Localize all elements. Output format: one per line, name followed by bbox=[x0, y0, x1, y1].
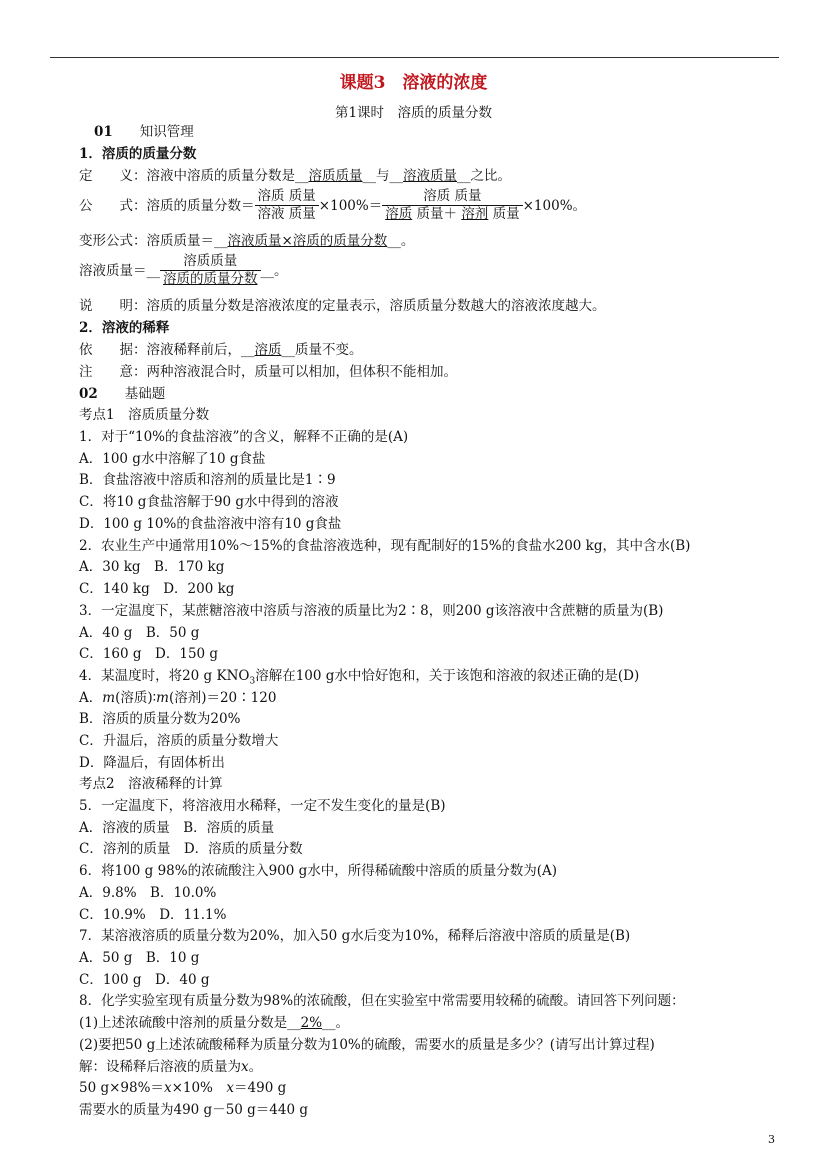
knowledge-point: 考点1 溶质质量分数 bbox=[79, 407, 210, 423]
option: A．100 g水中溶解了10 g食盐 bbox=[79, 451, 266, 467]
option: A．m(溶质)∶m(溶剂)＝20∶120 bbox=[79, 690, 277, 706]
page-subtitle: 第1课时 溶质的质量分数 bbox=[334, 105, 493, 121]
fraction: $\frac{\text{溶质质量}}{\text{溶质的质量分数}}$ bbox=[160, 253, 261, 288]
header-rule bbox=[50, 57, 779, 58]
option: C．将10 g食盐溶解于90 g水中得到的溶液 bbox=[79, 494, 339, 510]
option: A．50 g B．10 g bbox=[79, 950, 200, 966]
attention-line: 注 意：两种溶液混合时，质量可以相加，但体积不能相加。 bbox=[79, 364, 457, 380]
solution-step: 需要水的质量为490 g－50 g＝440 g bbox=[79, 1102, 309, 1118]
item-heading: 1．溶质的质量分数 bbox=[79, 146, 197, 162]
question: 1．对于“10%的食盐溶液”的含义，解释不正确的是(A) bbox=[79, 429, 409, 445]
solution-step: 解：设稀释后溶液的质量为x。 bbox=[79, 1059, 263, 1075]
option: A．30 kg B．170 kg bbox=[79, 559, 225, 575]
knowledge-point: 考点2 溶液稀释的计算 bbox=[79, 776, 223, 792]
sub-question: (1)上述浓硫酸中溶剂的质量分数是__2%__。 bbox=[79, 1015, 350, 1031]
section-number: 02 基础题 bbox=[79, 386, 166, 402]
question: 3．一定温度下，某蔗糖溶液中溶质与溶液的质量比为2∶8，则200 g该溶液中含蔗糖的质量为(B) bbox=[79, 603, 664, 619]
fraction: $\frac{\text{溶质 质量}}{\text{溶质 质量＋ 溶剂 质量}}$ bbox=[382, 188, 522, 223]
option: D．降温后，有固体析出 bbox=[79, 755, 225, 771]
basis-line: 依 据：溶液稀释前后，__溶质__质量不变。 bbox=[79, 342, 363, 358]
option: B．食盐溶液中溶质和溶剂的质量比是1∶9 bbox=[79, 472, 336, 488]
sub-question: (2)要把50 g上述浓硫酸稀释为质量分数为10%的硫酸，需要水的质量是多少？(请写出计算过程) bbox=[79, 1037, 655, 1053]
fraction: $\frac{\text{溶质 质量}}{\text{溶液 质量}}$ bbox=[255, 188, 319, 223]
option: B．溶质的质量分数为20% bbox=[79, 711, 241, 727]
option: C．溶剂的质量 D．溶质的质量分数 bbox=[79, 841, 303, 857]
option: A．40 g B．50 g bbox=[79, 625, 200, 641]
option: A．溶液的质量 B．溶质的质量 bbox=[79, 820, 275, 836]
option: C．升温后，溶质的质量分数增大 bbox=[79, 733, 279, 749]
question: 6．将100 g 98%的浓硫酸注入900 g水中，所得稀硫酸中溶质的质量分数为(A) bbox=[79, 863, 558, 879]
question: 2．农业生产中通常用10%～15%的食盐溶液选种，现有配制好的15%的食盐水200 kg，其中含水(B) bbox=[79, 538, 691, 554]
option: C．160 g D．150 g bbox=[79, 646, 219, 662]
section-number: 01 知识管理 bbox=[94, 124, 194, 140]
question: 8．化学实验室现有质量分数为98%的浓硫酸，但在实验室中常需要用较稀的硫酸。请回答下列问题： bbox=[79, 993, 685, 1009]
option: C．10.9% D．11.1% bbox=[79, 907, 227, 923]
solution-step: 50 g×98%＝x×10% x＝490 g bbox=[79, 1080, 287, 1096]
option: C．100 g D．40 g bbox=[79, 972, 210, 988]
section-label: 基础题 bbox=[124, 386, 166, 402]
page-number: 3 bbox=[768, 1133, 775, 1146]
item-heading: 2．溶液的稀释 bbox=[79, 320, 170, 336]
formula-line: 公 式：溶质的质量分数＝ $\frac{\text{溶质 质量}}{\text{溶液 质量}}$ ×100%＝ $\frac{\text{溶质 质量}}{\text{溶质 质量＋ 溶剂 质量}}$ ×100%。 bbox=[79, 188, 587, 222]
option: D．100 g 10%的食盐溶液中溶有10 g食盐 bbox=[79, 516, 342, 532]
note-line: 说 明：溶质的质量分数是溶液浓度的定量表示，溶质质量分数越大的溶液浓度越大。 bbox=[79, 298, 606, 314]
solution-mass-line: 溶液质量＝__ $\frac{\text{溶质质量}}{\text{溶质的质量分数}}$ __。 bbox=[79, 253, 288, 287]
question: 7．某溶液溶质的质量分数为20%，加入50 g水后变为10%，稀释后溶液中溶质的质量是(B) bbox=[79, 928, 631, 944]
page-title: 课题3 溶液的浓度 bbox=[339, 73, 488, 93]
question: 4．某温度时，将20 g $KNO_3$溶解在100 g水中恰好饱和，关于该饱和溶液的叙述正确的是(D) bbox=[79, 668, 640, 687]
definition-line: 定 义：溶液中溶质的质量分数是__溶质质量__与__溶液质量__之比。 bbox=[79, 168, 511, 184]
question: 5．一定温度下，将溶液用水稀释，一定不发生变化的量是(B) bbox=[79, 798, 446, 814]
variant-formula-line: 变形公式：溶质质量＝__溶液质量×溶质的质量分数__。 bbox=[79, 233, 415, 249]
option: A．9.8% B．10.0% bbox=[79, 885, 217, 901]
section-label: 知识管理 bbox=[139, 124, 194, 140]
option: C．140 kg D．200 kg bbox=[79, 581, 235, 597]
